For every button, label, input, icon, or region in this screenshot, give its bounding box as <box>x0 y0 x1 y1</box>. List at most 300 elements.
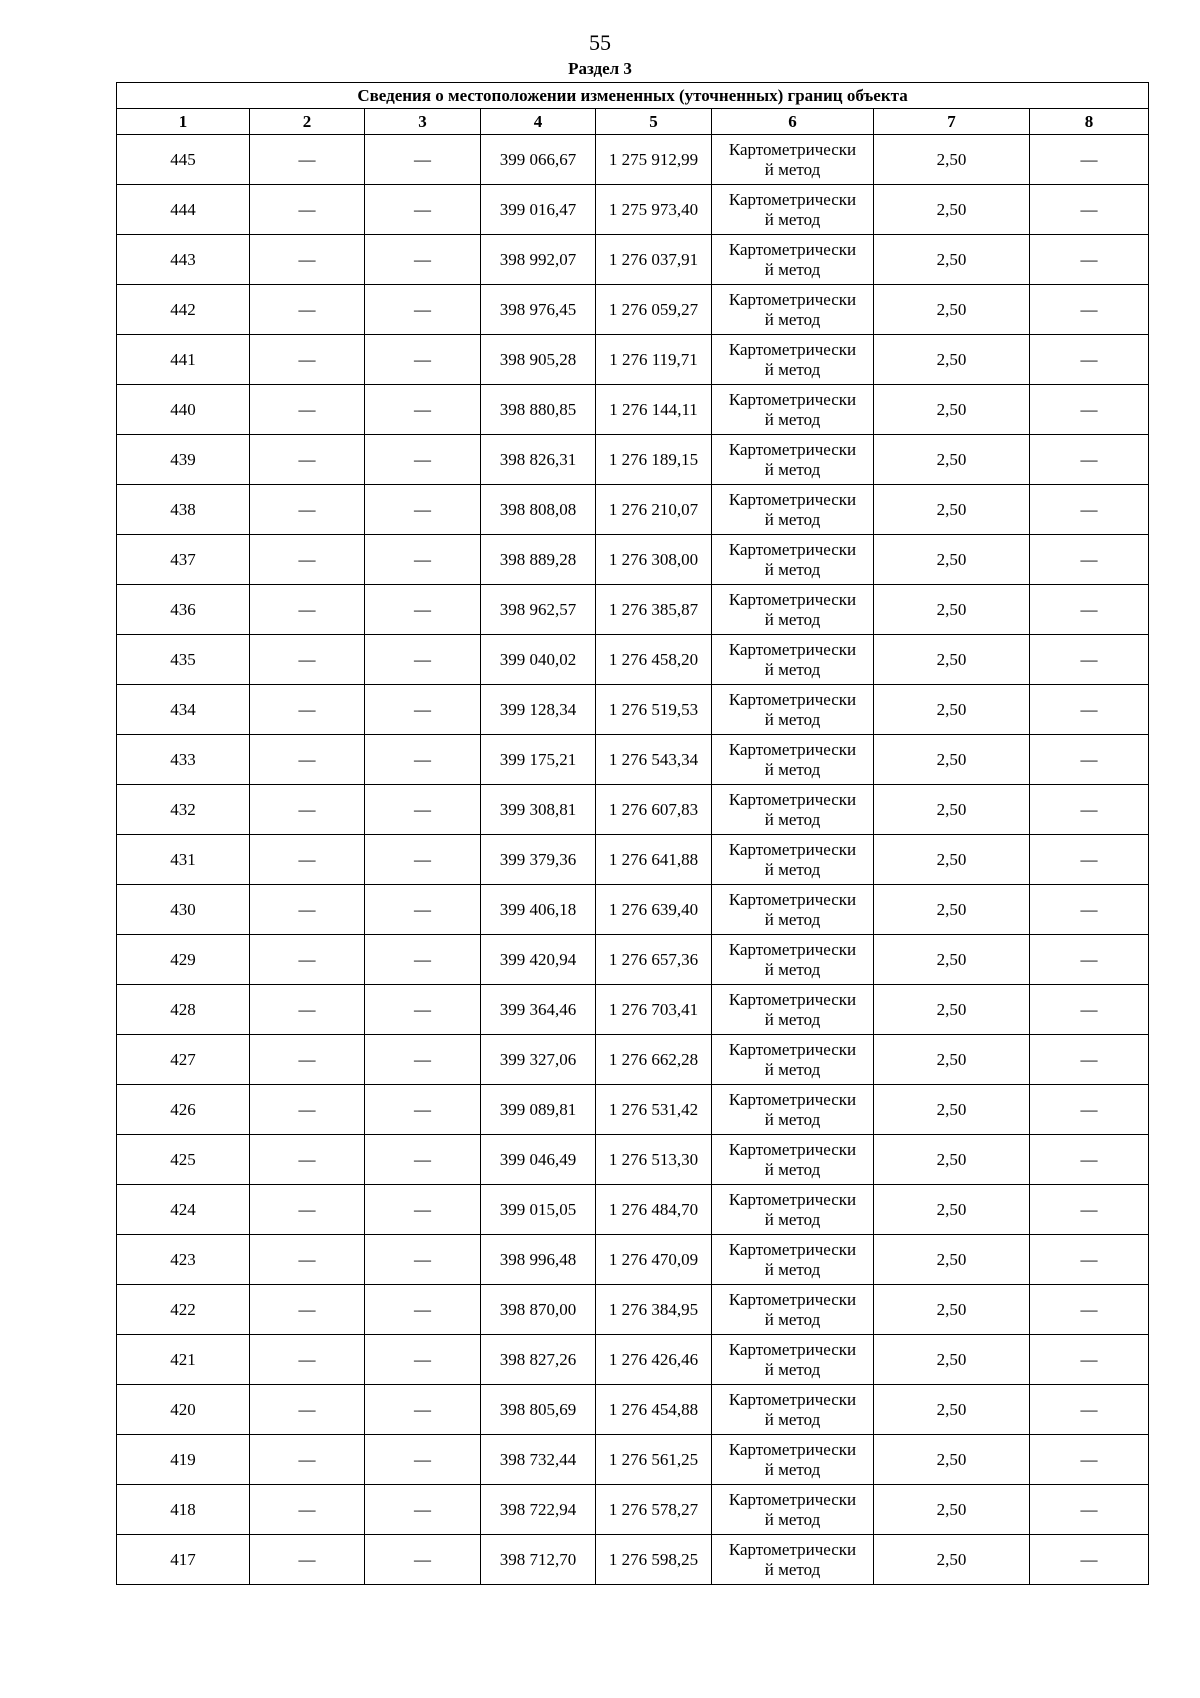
column-2-dash-cell: — <box>250 935 365 985</box>
column-8-dash-cell: — <box>1030 785 1149 835</box>
method-text-line-1: Картометрически <box>728 1089 857 1109</box>
accuracy-cell: 2,50 <box>874 485 1030 535</box>
y-coordinate-cell: 1 275 973,40 <box>596 185 712 235</box>
accuracy-cell: 2,50 <box>874 1435 1030 1485</box>
column-3-dash-cell: — <box>365 1035 481 1085</box>
column-3-dash-cell: — <box>365 735 481 785</box>
column-3-dash-cell: — <box>365 1335 481 1385</box>
table-row <box>117 985 1149 1035</box>
accuracy-cell: 2,50 <box>874 1135 1030 1185</box>
page-number: 55 <box>589 30 611 55</box>
x-coordinate-cell: 398 805,69 <box>481 1385 596 1435</box>
method-cell <box>712 435 874 485</box>
point-number-cell: 436 <box>117 585 250 635</box>
accuracy-cell: 2,50 <box>874 835 1030 885</box>
column-2-dash-cell: — <box>250 535 365 585</box>
accuracy-cell: 2,50 <box>874 335 1030 385</box>
column-8-dash-cell: — <box>1030 435 1149 485</box>
table-row <box>117 1085 1149 1135</box>
column-2-dash-cell: — <box>250 1185 365 1235</box>
method-cell <box>712 1185 874 1235</box>
table-row <box>117 635 1149 685</box>
method-text-line-2: й метод <box>764 1209 821 1229</box>
column-2-dash-cell: — <box>250 685 365 735</box>
column-8-dash-cell: — <box>1030 635 1149 685</box>
method-text-line-1: Картометрически <box>728 589 857 609</box>
table-row <box>117 1335 1149 1385</box>
method-text-line-2: й метод <box>764 1409 821 1429</box>
method-text-line-1: Картометрически <box>728 1139 857 1159</box>
method-cell <box>712 835 874 885</box>
method-cell <box>712 1335 874 1385</box>
column-8-dash-cell: — <box>1030 285 1149 335</box>
y-coordinate-cell: 1 276 144,11 <box>596 385 712 435</box>
method-text-line-2: й метод <box>764 1559 821 1579</box>
table-row <box>117 185 1149 235</box>
method-cell <box>712 285 874 335</box>
method-text-line-2: й метод <box>764 509 821 529</box>
point-number-cell: 431 <box>117 835 250 885</box>
point-number-cell: 421 <box>117 1335 250 1385</box>
table-row <box>117 685 1149 735</box>
table-row <box>117 385 1149 435</box>
method-text-line-1: Картометрически <box>728 289 857 309</box>
y-coordinate-cell: 1 276 189,15 <box>596 435 712 485</box>
x-coordinate-cell: 399 046,49 <box>481 1135 596 1185</box>
column-number-4: 4 <box>481 109 596 135</box>
method-text-line-1: Картометрически <box>728 339 857 359</box>
method-cell <box>712 1135 874 1185</box>
method-text-line-2: й метод <box>764 1359 821 1379</box>
table-row <box>117 135 1149 185</box>
column-3-dash-cell: — <box>365 285 481 335</box>
column-8-dash-cell: — <box>1030 1035 1149 1085</box>
column-number-2: 2 <box>250 109 365 135</box>
accuracy-cell: 2,50 <box>874 1235 1030 1285</box>
y-coordinate-cell: 1 276 578,27 <box>596 1485 712 1535</box>
x-coordinate-cell: 399 128,34 <box>481 685 596 735</box>
method-cell <box>712 385 874 435</box>
table-row <box>117 1035 1149 1085</box>
y-coordinate-cell: 1 276 059,27 <box>596 285 712 335</box>
column-3-dash-cell: — <box>365 185 481 235</box>
column-2-dash-cell: — <box>250 335 365 385</box>
x-coordinate-cell: 399 175,21 <box>481 735 596 785</box>
point-number-cell: 443 <box>117 235 250 285</box>
column-3-dash-cell: — <box>365 435 481 485</box>
point-number-cell: 426 <box>117 1085 250 1135</box>
y-coordinate-cell: 1 275 912,99 <box>596 135 712 185</box>
y-coordinate-cell: 1 276 641,88 <box>596 835 712 885</box>
table-row <box>117 735 1149 785</box>
column-3-dash-cell: — <box>365 1535 481 1585</box>
x-coordinate-cell: 398 870,00 <box>481 1285 596 1335</box>
method-cell <box>712 785 874 835</box>
y-coordinate-cell: 1 276 703,41 <box>596 985 712 1035</box>
method-text-line-2: й метод <box>764 1309 821 1329</box>
accuracy-cell: 2,50 <box>874 785 1030 835</box>
point-number-cell: 424 <box>117 1185 250 1235</box>
method-text-line-2: й метод <box>764 909 821 929</box>
y-coordinate-cell: 1 276 657,36 <box>596 935 712 985</box>
method-cell <box>712 235 874 285</box>
method-text-line-2: й метод <box>764 459 821 479</box>
column-3-dash-cell: — <box>365 585 481 635</box>
x-coordinate-cell: 398 962,57 <box>481 585 596 635</box>
column-8-dash-cell: — <box>1030 1535 1149 1585</box>
table-row <box>117 1185 1149 1235</box>
column-8-dash-cell: — <box>1030 485 1149 535</box>
method-text-line-1: Картометрически <box>728 239 857 259</box>
method-cell <box>712 485 874 535</box>
method-text-line-2: й метод <box>764 759 821 779</box>
table-row <box>117 1135 1149 1185</box>
accuracy-cell: 2,50 <box>874 1185 1030 1235</box>
column-3-dash-cell: — <box>365 1135 481 1185</box>
point-number-cell: 439 <box>117 435 250 485</box>
method-text-line-2: й метод <box>764 1459 821 1479</box>
table-caption: Сведения о местоположении измененных (уточненных) границ объекта <box>117 83 1149 109</box>
y-coordinate-cell: 1 276 426,46 <box>596 1335 712 1385</box>
method-text-line-1: Картометрически <box>728 1289 857 1309</box>
method-text-line-1: Картометрически <box>728 689 857 709</box>
point-number-cell: 444 <box>117 185 250 235</box>
method-cell <box>712 935 874 985</box>
y-coordinate-cell: 1 276 119,71 <box>596 335 712 385</box>
column-8-dash-cell: — <box>1030 1285 1149 1335</box>
x-coordinate-cell: 398 827,26 <box>481 1335 596 1385</box>
accuracy-cell: 2,50 <box>874 1535 1030 1585</box>
point-number-cell: 435 <box>117 635 250 685</box>
method-cell <box>712 535 874 585</box>
x-coordinate-cell: 398 996,48 <box>481 1235 596 1285</box>
column-number-1: 1 <box>117 109 250 135</box>
column-2-dash-cell: — <box>250 235 365 285</box>
method-text-line-1: Картометрически <box>728 739 857 759</box>
method-text-line-2: й метод <box>764 959 821 979</box>
accuracy-cell: 2,50 <box>874 1285 1030 1335</box>
method-text-line-2: й метод <box>764 309 821 329</box>
column-3-dash-cell: — <box>365 235 481 285</box>
y-coordinate-cell: 1 276 598,25 <box>596 1535 712 1585</box>
x-coordinate-cell: 399 015,05 <box>481 1185 596 1235</box>
accuracy-cell: 2,50 <box>874 1385 1030 1435</box>
method-text-line-2: й метод <box>764 659 821 679</box>
x-coordinate-cell: 398 976,45 <box>481 285 596 335</box>
y-coordinate-cell: 1 276 454,88 <box>596 1385 712 1435</box>
method-text-line-2: й метод <box>764 159 821 179</box>
column-3-dash-cell: — <box>365 1385 481 1435</box>
table-row <box>117 1485 1149 1535</box>
column-8-dash-cell: — <box>1030 135 1149 185</box>
column-2-dash-cell: — <box>250 835 365 885</box>
column-8-dash-cell: — <box>1030 935 1149 985</box>
column-2-dash-cell: — <box>250 585 365 635</box>
x-coordinate-cell: 399 040,02 <box>481 635 596 685</box>
method-text-line-2: й метод <box>764 609 821 629</box>
accuracy-cell: 2,50 <box>874 585 1030 635</box>
method-text-line-2: й метод <box>764 409 821 429</box>
method-cell <box>712 185 874 235</box>
method-text-line-1: Картометрически <box>728 539 857 559</box>
accuracy-cell: 2,50 <box>874 385 1030 435</box>
table-row <box>117 1385 1149 1435</box>
method-cell <box>712 635 874 685</box>
column-2-dash-cell: — <box>250 1285 365 1335</box>
method-cell <box>712 585 874 635</box>
table-row <box>117 785 1149 835</box>
x-coordinate-cell: 399 327,06 <box>481 1035 596 1085</box>
y-coordinate-cell: 1 276 484,70 <box>596 1185 712 1235</box>
column-3-dash-cell: — <box>365 485 481 535</box>
y-coordinate-cell: 1 276 519,53 <box>596 685 712 735</box>
y-coordinate-cell: 1 276 531,42 <box>596 1085 712 1135</box>
column-8-dash-cell: — <box>1030 735 1149 785</box>
point-number-cell: 425 <box>117 1135 250 1185</box>
method-text-line-1: Картометрически <box>728 989 857 1009</box>
column-2-dash-cell: — <box>250 1435 365 1485</box>
accuracy-cell: 2,50 <box>874 235 1030 285</box>
x-coordinate-cell: 399 016,47 <box>481 185 596 235</box>
method-cell <box>712 1435 874 1485</box>
x-coordinate-cell: 399 089,81 <box>481 1085 596 1135</box>
method-text-line-2: й метод <box>764 809 821 829</box>
accuracy-cell: 2,50 <box>874 685 1030 735</box>
point-number-cell: 430 <box>117 885 250 935</box>
method-cell <box>712 1385 874 1435</box>
column-2-dash-cell: — <box>250 1035 365 1085</box>
column-3-dash-cell: — <box>365 1085 481 1135</box>
column-3-dash-cell: — <box>365 835 481 885</box>
point-number-cell: 428 <box>117 985 250 1035</box>
column-8-dash-cell: — <box>1030 1235 1149 1285</box>
method-cell <box>712 885 874 935</box>
column-2-dash-cell: — <box>250 985 365 1035</box>
y-coordinate-cell: 1 276 385,87 <box>596 585 712 635</box>
column-number-6: 6 <box>712 109 874 135</box>
method-cell <box>712 685 874 735</box>
method-text-line-2: й метод <box>764 859 821 879</box>
point-number-cell: 417 <box>117 1535 250 1585</box>
accuracy-cell: 2,50 <box>874 1035 1030 1085</box>
method-text-line-1: Картометрически <box>728 839 857 859</box>
method-text-line-1: Картометрически <box>728 489 857 509</box>
column-3-dash-cell: — <box>365 1435 481 1485</box>
accuracy-cell: 2,50 <box>874 885 1030 935</box>
table-row <box>117 485 1149 535</box>
method-text-line-1: Картометрически <box>728 1339 857 1359</box>
table-row <box>117 1285 1149 1335</box>
method-text-line-1: Картометрически <box>728 1039 857 1059</box>
accuracy-cell: 2,50 <box>874 135 1030 185</box>
x-coordinate-cell: 398 880,85 <box>481 385 596 435</box>
column-2-dash-cell: — <box>250 1335 365 1385</box>
column-2-dash-cell: — <box>250 285 365 335</box>
method-text-line-2: й метод <box>764 1159 821 1179</box>
y-coordinate-cell: 1 276 607,83 <box>596 785 712 835</box>
point-number-cell: 432 <box>117 785 250 835</box>
column-3-dash-cell: — <box>365 635 481 685</box>
table-row <box>117 335 1149 385</box>
x-coordinate-cell: 399 406,18 <box>481 885 596 935</box>
x-coordinate-cell: 399 308,81 <box>481 785 596 835</box>
accuracy-cell: 2,50 <box>874 285 1030 335</box>
column-2-dash-cell: — <box>250 735 365 785</box>
method-text-line-1: Картометрически <box>728 1539 857 1559</box>
column-3-dash-cell: — <box>365 1485 481 1535</box>
column-3-dash-cell: — <box>365 1235 481 1285</box>
point-number-cell: 423 <box>117 1235 250 1285</box>
point-number-cell: 441 <box>117 335 250 385</box>
y-coordinate-cell: 1 276 561,25 <box>596 1435 712 1485</box>
table-row <box>117 1235 1149 1285</box>
column-3-dash-cell: — <box>365 985 481 1035</box>
coordinates-table <box>116 82 1149 1585</box>
column-number-5: 5 <box>596 109 712 135</box>
column-3-dash-cell: — <box>365 885 481 935</box>
accuracy-cell: 2,50 <box>874 185 1030 235</box>
column-8-dash-cell: — <box>1030 835 1149 885</box>
y-coordinate-cell: 1 276 458,20 <box>596 635 712 685</box>
table-body <box>117 135 1149 1585</box>
column-8-dash-cell: — <box>1030 585 1149 635</box>
point-number-cell: 418 <box>117 1485 250 1535</box>
x-coordinate-cell: 398 808,08 <box>481 485 596 535</box>
column-2-dash-cell: — <box>250 485 365 535</box>
method-text-line-1: Картометрически <box>728 1189 857 1209</box>
method-text-line-2: й метод <box>764 209 821 229</box>
column-8-dash-cell: — <box>1030 885 1149 935</box>
y-coordinate-cell: 1 276 384,95 <box>596 1285 712 1335</box>
column-3-dash-cell: — <box>365 335 481 385</box>
column-2-dash-cell: — <box>250 435 365 485</box>
x-coordinate-cell: 399 066,67 <box>481 135 596 185</box>
table-row <box>117 1535 1149 1585</box>
column-number-7: 7 <box>874 109 1030 135</box>
x-coordinate-cell: 399 420,94 <box>481 935 596 985</box>
method-text-line-2: й метод <box>764 1109 821 1129</box>
column-8-dash-cell: — <box>1030 335 1149 385</box>
method-text-line-1: Картометрически <box>728 389 857 409</box>
column-2-dash-cell: — <box>250 1085 365 1135</box>
column-2-dash-cell: — <box>250 135 365 185</box>
column-2-dash-cell: — <box>250 785 365 835</box>
point-number-cell: 445 <box>117 135 250 185</box>
method-text-line-1: Картометрически <box>728 189 857 209</box>
point-number-cell: 437 <box>117 535 250 585</box>
column-8-dash-cell: — <box>1030 1085 1149 1135</box>
point-number-cell: 427 <box>117 1035 250 1085</box>
method-text-line-1: Картометрически <box>728 639 857 659</box>
table-caption-row <box>117 83 1149 109</box>
column-8-dash-cell: — <box>1030 1385 1149 1435</box>
column-8-dash-cell: — <box>1030 385 1149 435</box>
column-2-dash-cell: — <box>250 1135 365 1185</box>
method-text-line-1: Картометрически <box>728 939 857 959</box>
y-coordinate-cell: 1 276 662,28 <box>596 1035 712 1085</box>
method-text-line-2: й метод <box>764 359 821 379</box>
column-3-dash-cell: — <box>365 135 481 185</box>
column-8-dash-cell: — <box>1030 1135 1149 1185</box>
column-2-dash-cell: — <box>250 635 365 685</box>
x-coordinate-cell: 398 889,28 <box>481 535 596 585</box>
point-number-cell: 422 <box>117 1285 250 1335</box>
point-number-cell: 419 <box>117 1435 250 1485</box>
method-text-line-1: Картометрически <box>728 139 857 159</box>
x-coordinate-cell: 398 732,44 <box>481 1435 596 1485</box>
method-text-line-2: й метод <box>764 559 821 579</box>
x-coordinate-cell: 398 722,94 <box>481 1485 596 1535</box>
y-coordinate-cell: 1 276 639,40 <box>596 885 712 935</box>
point-number-cell: 440 <box>117 385 250 435</box>
x-coordinate-cell: 398 712,70 <box>481 1535 596 1585</box>
method-text-line-1: Картометрически <box>728 889 857 909</box>
column-8-dash-cell: — <box>1030 985 1149 1035</box>
accuracy-cell: 2,50 <box>874 1085 1030 1135</box>
column-8-dash-cell: — <box>1030 1335 1149 1385</box>
column-2-dash-cell: — <box>250 1235 365 1285</box>
column-number-row <box>117 109 1149 135</box>
method-cell <box>712 1535 874 1585</box>
y-coordinate-cell: 1 276 470,09 <box>596 1235 712 1285</box>
method-cell <box>712 1485 874 1535</box>
accuracy-cell: 2,50 <box>874 935 1030 985</box>
column-8-dash-cell: — <box>1030 535 1149 585</box>
x-coordinate-cell: 398 992,07 <box>481 235 596 285</box>
method-text-line-1: Картометрически <box>728 1389 857 1409</box>
column-3-dash-cell: — <box>365 385 481 435</box>
method-cell <box>712 1235 874 1285</box>
table-row <box>117 935 1149 985</box>
column-number-3: 3 <box>365 109 481 135</box>
point-number-cell: 433 <box>117 735 250 785</box>
x-coordinate-cell: 399 364,46 <box>481 985 596 1035</box>
table-row <box>117 1435 1149 1485</box>
method-text-line-1: Картометрически <box>728 1239 857 1259</box>
method-cell <box>712 1285 874 1335</box>
table-row <box>117 235 1149 285</box>
method-text-line-1: Картометрически <box>728 789 857 809</box>
table-row <box>117 885 1149 935</box>
y-coordinate-cell: 1 276 543,34 <box>596 735 712 785</box>
y-coordinate-cell: 1 276 037,91 <box>596 235 712 285</box>
x-coordinate-cell: 398 905,28 <box>481 335 596 385</box>
method-cell <box>712 985 874 1035</box>
method-text-line-2: й метод <box>764 1509 821 1529</box>
table-row <box>117 835 1149 885</box>
column-3-dash-cell: — <box>365 785 481 835</box>
column-2-dash-cell: — <box>250 1385 365 1435</box>
method-text-line-2: й метод <box>764 709 821 729</box>
point-number-cell: 438 <box>117 485 250 535</box>
method-cell <box>712 735 874 785</box>
x-coordinate-cell: 398 826,31 <box>481 435 596 485</box>
method-text-line-2: й метод <box>764 1009 821 1029</box>
table-row <box>117 435 1149 485</box>
point-number-cell: 434 <box>117 685 250 735</box>
column-3-dash-cell: — <box>365 935 481 985</box>
method-text-line-1: Картометрически <box>728 1439 857 1459</box>
column-8-dash-cell: — <box>1030 1485 1149 1535</box>
column-8-dash-cell: — <box>1030 1185 1149 1235</box>
column-2-dash-cell: — <box>250 185 365 235</box>
column-2-dash-cell: — <box>250 885 365 935</box>
table-row <box>117 585 1149 635</box>
table-row <box>117 535 1149 585</box>
column-2-dash-cell: — <box>250 1485 365 1535</box>
section-title: Раздел 3 <box>568 59 632 78</box>
method-text-line-2: й метод <box>764 259 821 279</box>
